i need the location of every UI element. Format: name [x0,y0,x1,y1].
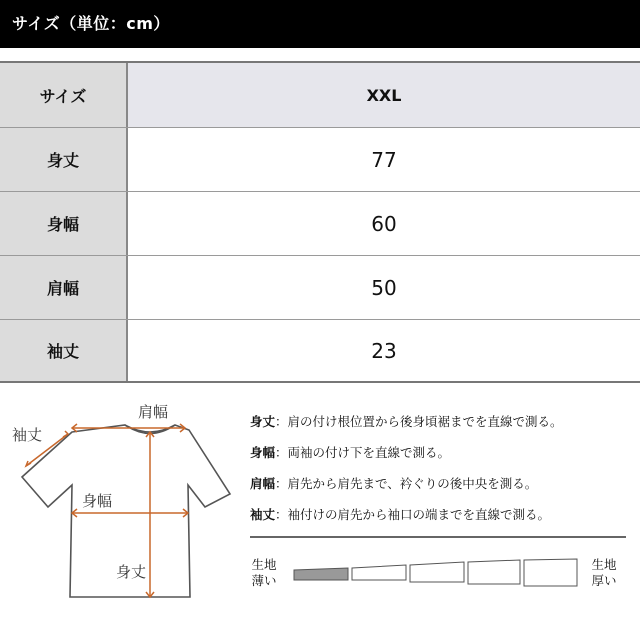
note-item [250,437,630,468]
note-item [250,499,630,530]
note-key: 肩幅 [250,476,276,491]
row-value: 23 [128,320,640,381]
thickness-segment-selected [294,568,348,580]
note-key: 袖丈 [250,507,276,522]
table-row [0,127,640,191]
length-label: 身丈 [116,563,147,581]
tshirt-illustration [0,392,240,610]
tshirt-diagram [0,392,240,610]
size-table [0,61,640,383]
row-label: 袖丈 [0,320,128,381]
table-header-row [0,63,640,127]
thickness-segment [410,562,464,582]
row-label: 身幅 [0,192,128,255]
header-value-cell: XXL [128,63,640,127]
chest-label: 身幅 [82,492,113,510]
row-label: 肩幅 [0,256,128,319]
fabric-label-line: 薄い [251,573,277,588]
note-text: ：両袖の付け下を直線で測る。 [275,445,451,460]
note-text: ：肩の付け根位置から後身頃裾までを直線で測る。 [275,414,563,429]
row-label: 身丈 [0,128,128,191]
note-text: ：肩先から肩先まで、衿ぐりの後中央を測る。 [275,476,538,491]
row-value: 50 [128,256,640,319]
fabric-label-line: 生地 [591,557,617,572]
fabric-label-line: 生地 [251,557,277,572]
shoulder-label: 肩幅 [138,403,169,421]
thickness-segment [352,565,406,580]
row-value: 77 [128,128,640,191]
fabric-thickness-scale [290,558,582,588]
table-row [0,191,640,255]
page-header: サイズ（単位：cm） [0,0,640,48]
note-item [250,406,630,437]
fabric-thin-label [246,557,282,589]
note-text: ：袖付けの肩先から袖口の端までを直線で測る。 [275,507,551,522]
thickness-segment [524,559,577,586]
table-row [0,255,640,319]
row-value: 60 [128,192,640,255]
fabric-label-line: 厚い [591,573,617,588]
note-key: 身幅 [250,445,276,460]
note-item [250,468,630,499]
measurement-notes [250,406,630,530]
fabric-thick-label [586,557,622,589]
table-row [0,319,640,381]
divider-line [250,536,626,538]
sleeve-label: 袖丈 [12,426,43,444]
header-label-cell: サイズ [0,63,128,127]
thickness-segment [468,560,520,584]
note-key: 身丈 [250,414,276,429]
